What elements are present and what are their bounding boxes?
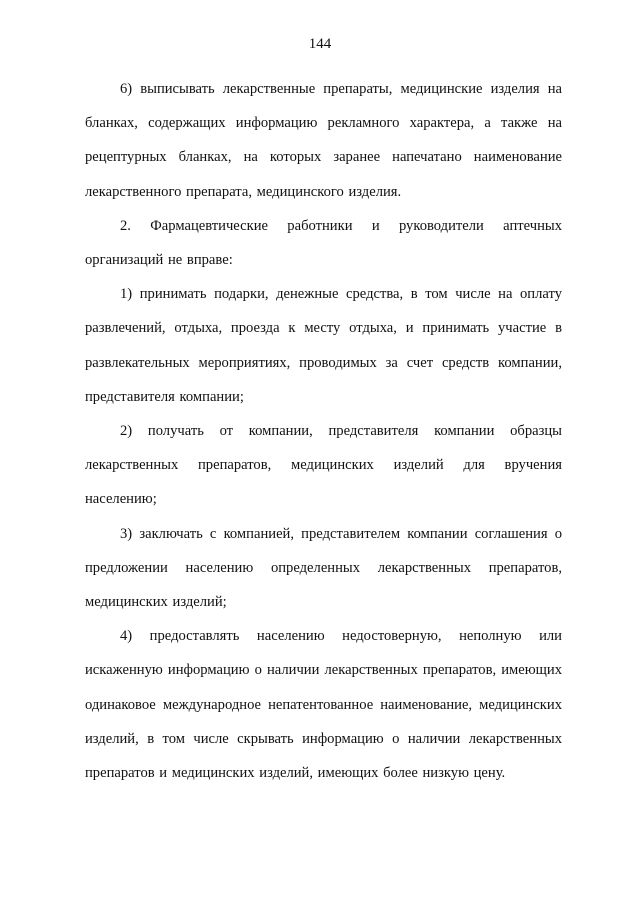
paragraph-item-3: 3) заключать с компанией, представителем компании соглашения о предложении населению определенных лекарственных препаратов, медицинских изделий; [85,525,562,611]
paragraph-item-1: 1) принимать подарки, денежные средства, в том числе на оплату развлечений, отдыха, проезда к месту отдыха, и принимать участие в развлекательных мероприятиях, проводимых за счет средств компании, представителя компании; [85,286,562,405]
paragraph-item-4: 4) предоставлять населению недостоверную, неполную или искаженную информацию о наличии лекарственных препаратов, имеющих одинаковое международное непатентованное наименование, медицинских изделий, в том числе скрывать информацию о наличии лекарственных препаратов и медицинских изделий, имеющих более низкую цену. [85,628,562,782]
page-number: 144 [308,36,332,52]
paragraph-item-2: 2) получать от компании, представителя компании образцы лекарственных препаратов, медицинских изделий для вручения населению; [85,423,562,508]
paragraph-item-6: 6) выписывать лекарственные препараты, медицинские изделия на бланках, содержащих информацию рекламного характера, а также на рецептурных бланках, на которых заранее напечатано наименование лекарственного препарата, медицинского изделия. [85,81,562,200]
paragraph-section-2: 2. Фармацевтические работники и руководители аптечных организаций не вправе: [85,217,562,269]
document-body [85,72,562,790]
